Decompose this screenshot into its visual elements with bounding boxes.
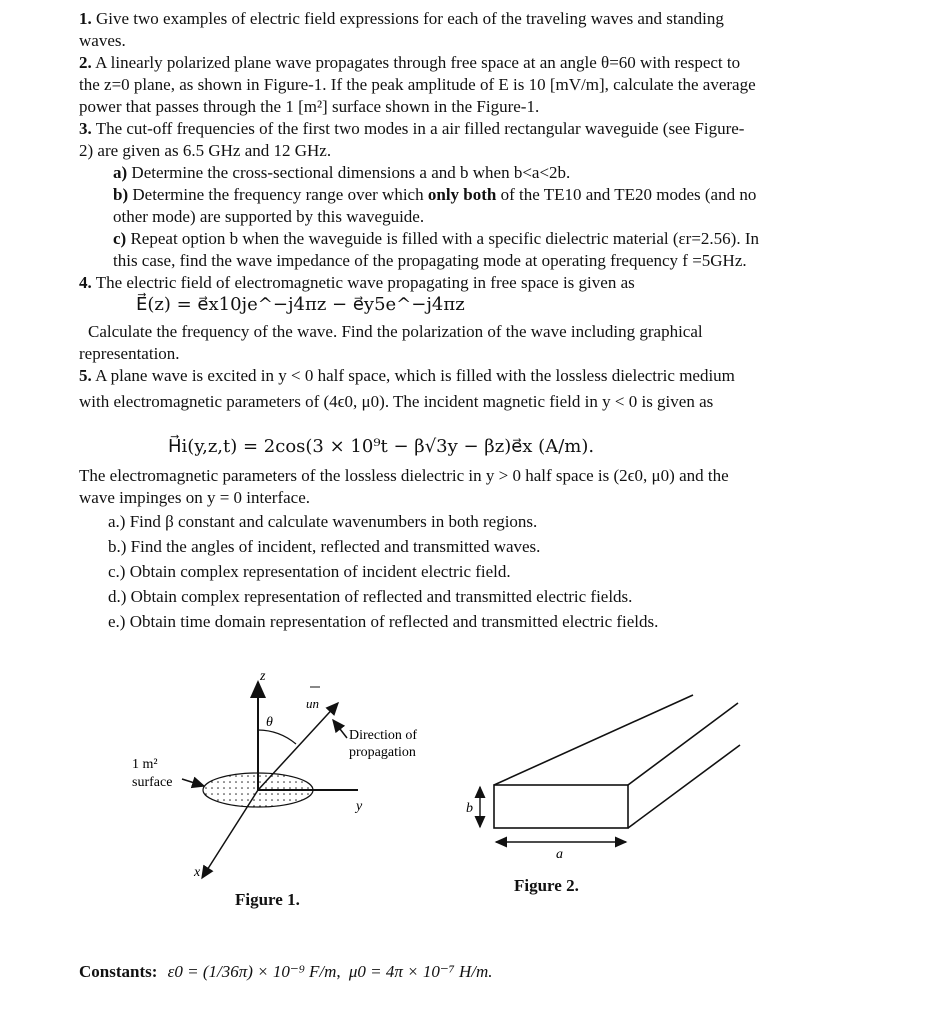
q2-line2: the z=0 plane, as shown in Figure-1. If the peak amplitude of E is 10 [mV/m], calculate the average [79,75,756,94]
b-dimension-label: b [466,801,473,816]
q1-line1 [79,8,909,30]
q5-line2: with electromagnetic parameters of (4ϵ0, μ0). The incident magnetic field in y < 0 is given as [79,392,714,411]
direction-arrow [333,720,347,738]
mu-constant: μ0 = 4π × 10⁻⁷ H/m. [348,962,493,981]
q3-b-line2: other mode) are supported by this waveguide. [113,207,425,226]
q5-part-c: c.) Obtain complex representation of incident electric field. [108,562,511,581]
waveguide-edge-bottom-right [628,745,740,828]
figure-1 [120,660,460,890]
waveguide-front-face [494,785,628,828]
q4-equation: E⃗(z) = e⃗x10je^−j4πz − e⃗y5e^−j4πz [136,294,465,315]
q4-line1 [79,272,909,294]
q5-line1 [79,365,909,387]
q5-part-a: a.) Find β constant and calculate wavenumbers in both regions. [108,512,538,531]
direction-label-1: Direction of [349,728,418,743]
q5-part-e: e.) Obtain time domain representation of reflected and transmitted electric fields. [108,612,659,631]
q3-b-bold: only both [427,185,497,204]
q3-text: The cut-off frequencies of the first two modes in a air filled rectangular waveguide (see Figure- [95,119,745,138]
q5-line4: wave impinges on y = 0 interface. [79,488,310,507]
x-axis-label: x [194,865,201,880]
q1-number: 1. [79,9,92,28]
constants-label: Constants: [79,962,158,981]
a-dimension-label: a [556,847,563,862]
q3-line2: 2) are given as 6.5 GHz and 12 GHz. [79,141,332,160]
q2-number: 2. [79,53,92,72]
un-label: un [306,696,319,711]
q3-a-text: Determine the cross-sectional dimensions a and b when b<a<2b. [131,163,571,182]
q2-line3: power that passes through the 1 [m²] surface shown in the Figure-1. [79,97,540,116]
waveguide-edge-top-left [494,695,693,785]
q3-part-c [113,228,943,250]
z-axis-label: z [260,669,266,684]
q1-text: Give two examples of electric field expressions for each of the traveling waves and standing [96,9,724,28]
q5-part-d: d.) Obtain complex representation of reflected and transmitted electric fields. [108,587,633,606]
q3-c-line2: this case, find the wave impedance of the propagating mode at operating frequency f =5GHz. [113,251,747,270]
q4-line3: representation. [79,344,180,363]
epsilon-constant: ε0 = (1/36π) × 10⁻⁹ F/m [167,962,337,981]
waveguide-edge-top-right [628,703,738,785]
q3-c-text1: Repeat option b when the waveguide is filled with a specific dielectric material (εr=2.56). In [130,229,759,248]
q4-text: The electric field of electromagnetic wave propagating in free space is given as [95,273,635,292]
q1-line2: waves. [79,31,126,50]
q3-b-label: b) [113,185,129,204]
surface-label-2: surface [132,775,173,790]
q5-equation: H⃗i(y,z,t) = 2cos(3 × 10⁹t − β√3y − βz)e⃗x (A/m). [168,436,595,457]
q2-line1 [79,52,909,74]
theta-arc [258,730,296,744]
theta-label: θ [266,715,273,730]
q3-part-a [113,162,943,184]
q5-line3: The electromagnetic parameters of the lossless dielectric in y > 0 half space is (2ϵ0, μ0) and the [79,466,729,485]
q5-part-b: b.) Find the angles of incident, reflected and transmitted waves. [108,537,541,556]
q4-number: 4. [79,273,92,292]
figure-1-caption: Figure 1. [235,890,300,909]
q5-text: A plane wave is excited in y < 0 half space, which is filled with the lossless dielectric medium [95,366,735,385]
constants: Constants: ε0 = (1/36π) × 10⁻⁹ F/m, μ0 = 4π × 10⁻⁷ H/m. [79,962,493,981]
q3-b-text1: Determine the frequency range over which [132,185,424,204]
surface-label-1: 1 m² [132,757,158,772]
q5-number: 5. [79,366,92,385]
q3-part-b [113,184,943,206]
q3-number: 3. [79,119,92,138]
q3-line1 [79,118,909,140]
q3-b-text2: of the TE10 and TE20 modes (and no [500,185,757,204]
q3-a-label: a) [113,163,128,182]
surface-arrow [182,779,204,786]
figure-2 [460,690,760,875]
q3-c-label: c) [113,229,127,248]
q4-line2: Calculate the frequency of the wave. Find the polarization of the wave including graphical [88,322,703,341]
figure-2-caption: Figure 2. [514,876,579,895]
y-axis-label: y [356,799,363,814]
direction-label-2: propagation [349,745,416,760]
q2-text: A linearly polarized plane wave propagates through free space at an angle θ=60 with respect to [95,53,741,72]
